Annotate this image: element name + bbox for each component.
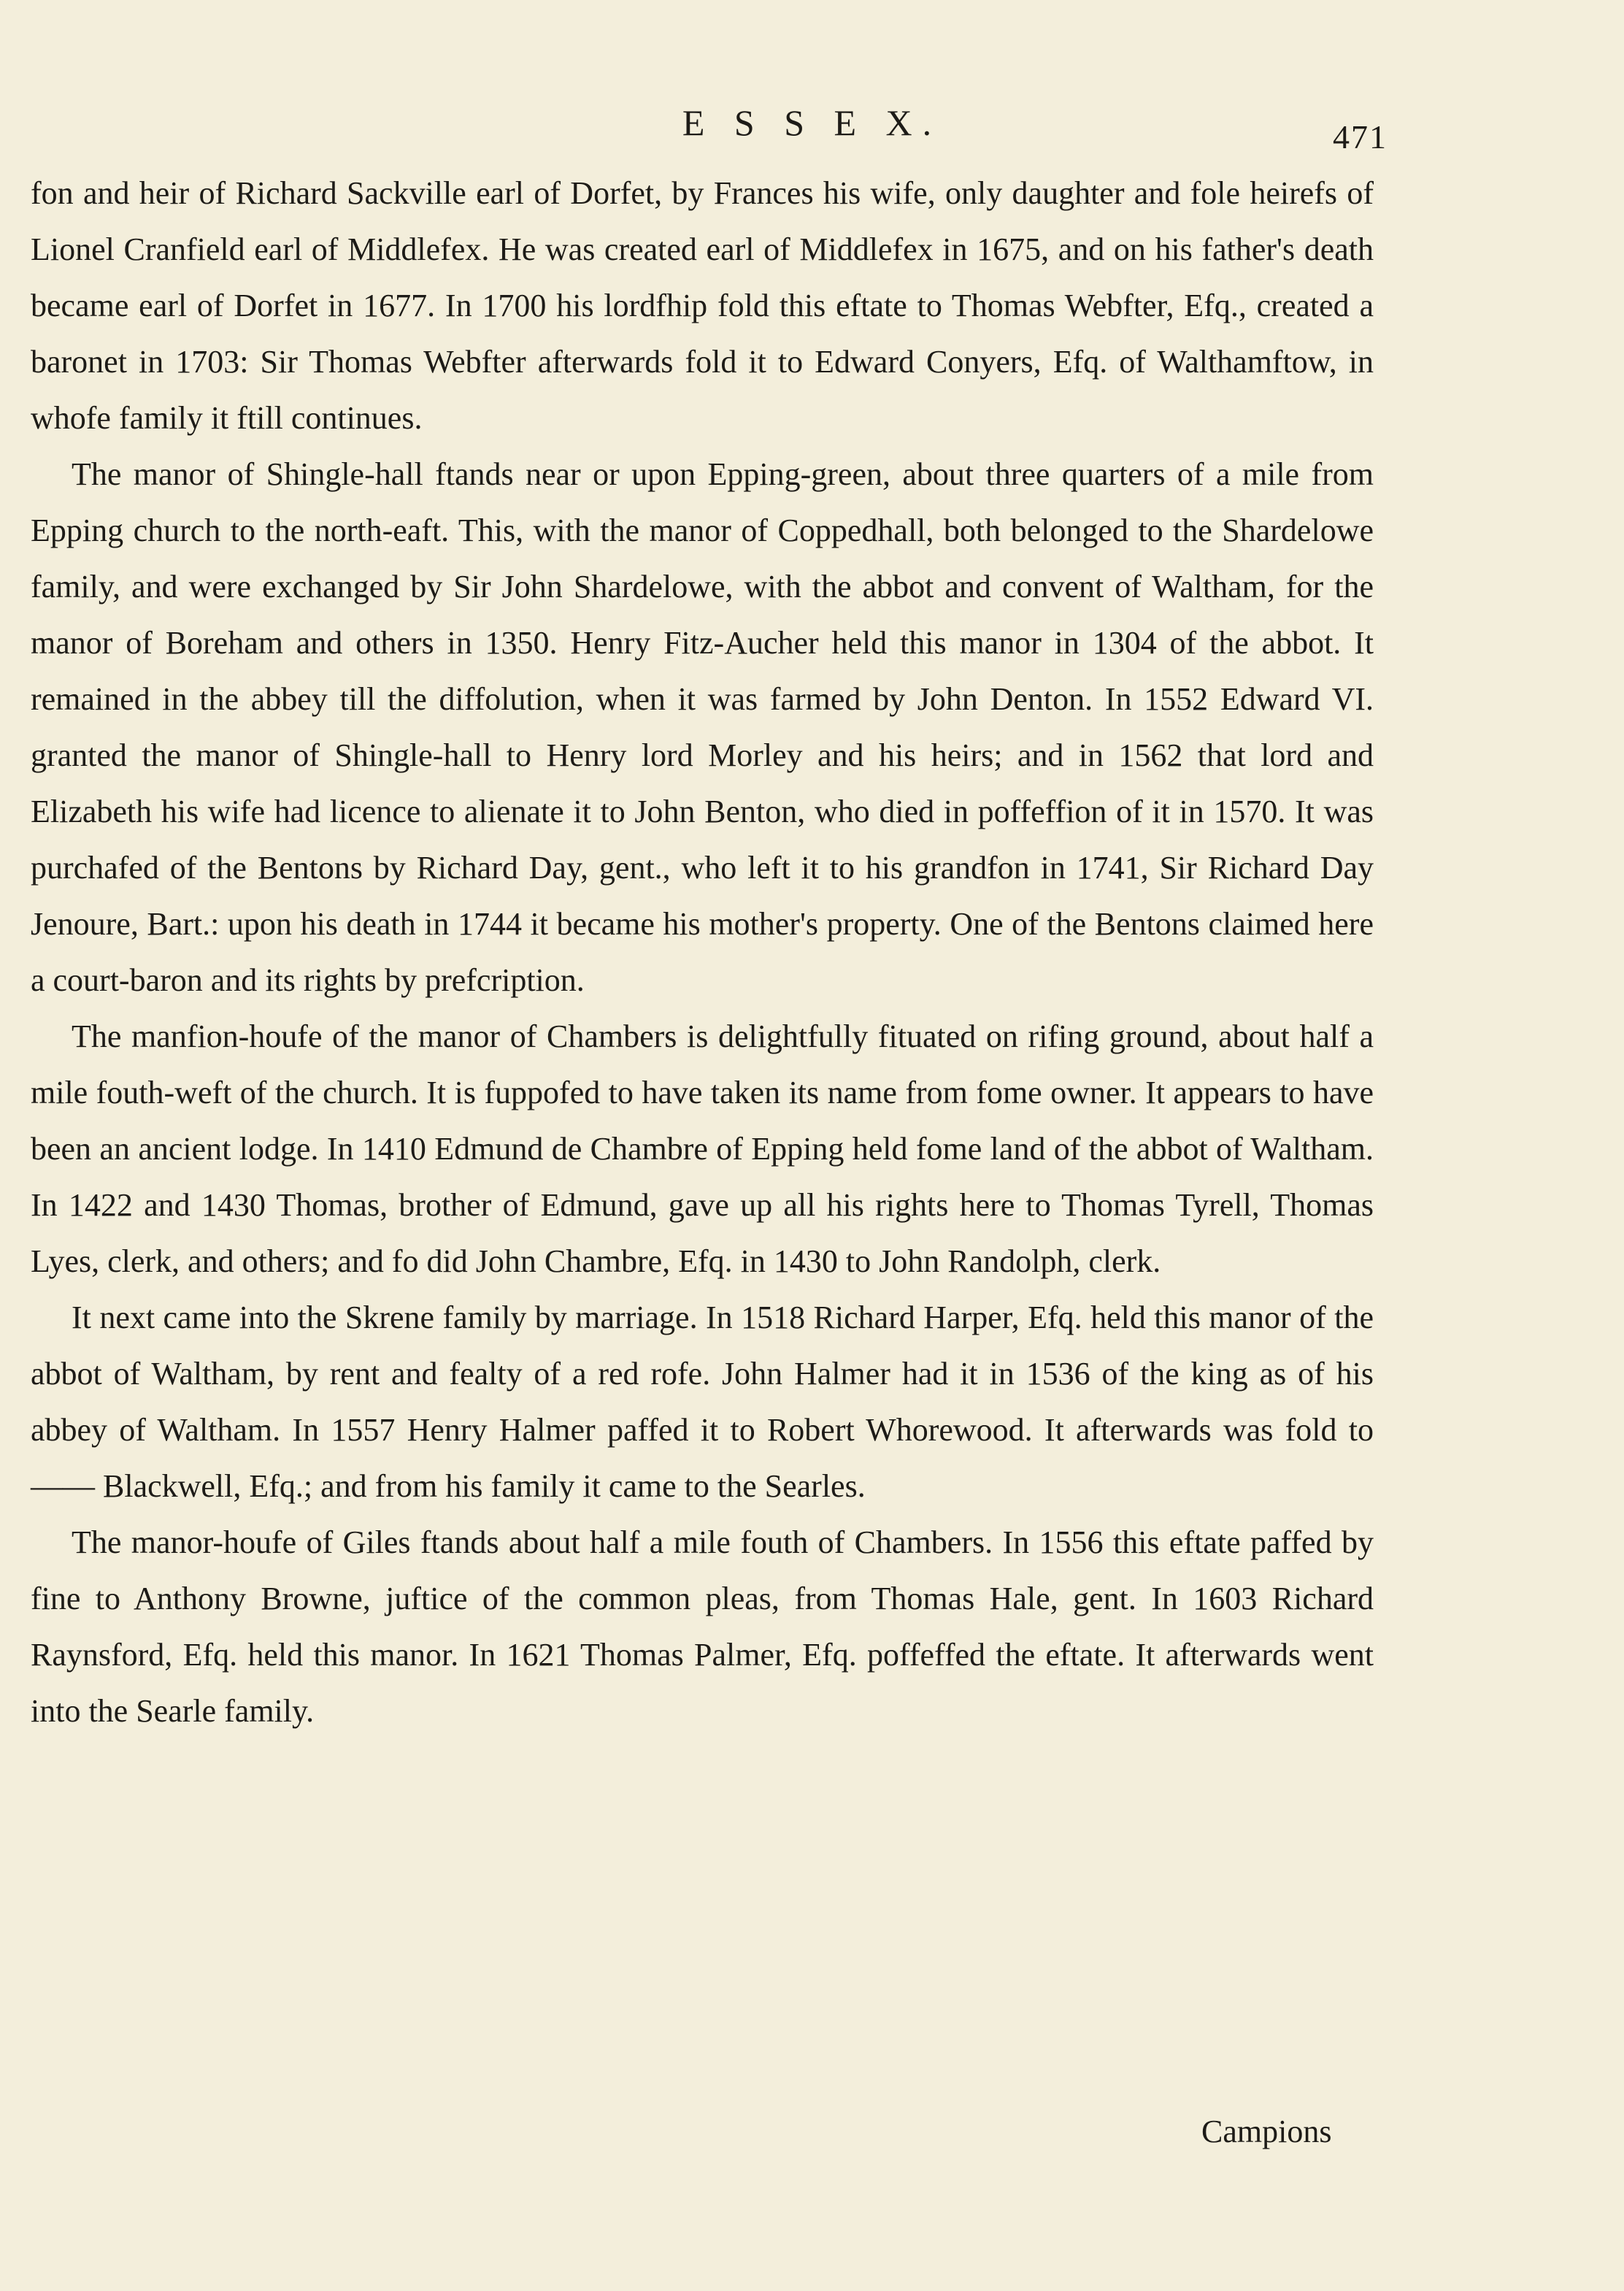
paragraph-giles: The manor-houfe of Giles ftands about half a mile fouth of Chambers. In 1556 this eftate paffed by fine to Anthony Browne, juftice of the common pleas, from Thomas Hale, gent. In 1603 Richard Raynsford, Efq. held this manor. In 1621 Thomas Palmer, Efq. poffeffed the eftate. It afterwards went into the Searle family. [31, 1524, 1374, 1729]
catchword: Campions [1201, 2114, 1332, 2149]
body-text [31, 165, 1374, 1739]
running-head [0, 101, 1624, 159]
running-title: E S S E X. [682, 102, 942, 143]
paragraph-skrene-family: It next came into the Skrene family by marriage. In 1518 Richard Harper, Efq. held this manor of the abbot of Waltham, by rent and fealty of a red rofe. John Halmer had it in 1536 of the king as of his abbey of Waltham. In 1557 Henry Halmer paffed it to Robert Whorewood. It afterwards was fold to —— Blackwell, Efq.; and from his family it came to the Searles. [31, 1300, 1374, 1504]
paragraph-shingle-hall: The manor of Shingle-hall ftands near or upon Epping-green, about three quarters of a mile from Epping church to the north-eaft. This, with the manor of Coppedhall, both belonged to the Shardelowe family, and were exchanged by Sir John Shardelowe, with the abbot and convent of Waltham, for the manor of Boreham and others in 1350. Henry Fitz-Aucher held this manor in 1304 of the abbot. It remained in the abbey till the diffolution, when it was farmed by John Denton. In 1552 Edward VI. granted the manor of Shingle-hall to Henry lord Morley and his heirs; and in 1562 that lord and Elizabeth his wife had licence to alienate it to John Benton, who died in poffeffion of it in 1570. It was purchafed of the Bentons by Richard Day, gent., who left it to his grandfon in 1741, Sir Richard Day Jenoure, Bart.: upon his death in 1744 it became his mother's property. One of the Bentons claimed here a court-baron and its rights by prefcription. [31, 456, 1374, 998]
paragraph-chambers: The manfion-houfe of the manor of Chambers is delightfully fituated on rifing ground, about half a mile fouth-weft of the church. It is fuppofed to have taken its name from fome owner. It appears to have been an ancient lodge. In 1410 Edmund de Chambre of Epping held fome land of the abbot of Waltham. In 1422 and 1430 Thomas, brother of Edmund, gave up all his rights here to Thomas Tyrell, Thomas Lyes, clerk, and others; and fo did John Chambre, Efq. in 1430 to John Randolph, clerk. [31, 1018, 1374, 1279]
page-number: 471 [1333, 118, 1388, 156]
paragraph-continued: fon and heir of Richard Sackville earl of Dorfet, by Frances his wife, only daughter and fole heirefs of Lionel Cranfield earl of Middlefex. He was created earl of Middlefex in 1675, and on his father's death became earl of Dorfet in 1677. In 1700 his lordfhip fold this eftate to Thomas Webfter, Efq., created a baronet in 1703: Sir Thomas Webfter afterwards fold it to Edward Conyers, Efq. of Walthamftow, in whofe family it ftill continues. [31, 175, 1374, 436]
